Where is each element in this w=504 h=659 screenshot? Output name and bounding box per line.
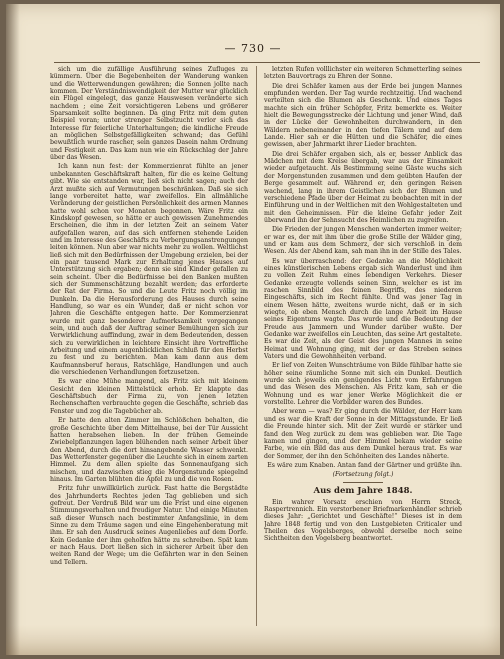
right-paragraph-4: Die Frieden der jungen Menschen wanderten immer weiter; er war es, der mit ihm über die große Stille der Wälder ging, und er kam aus dem Schmerz, der sich verschloß in dem Wesen. Als der Abend kam, sah man ihn in der Stille des Tales. <box>264 226 462 256</box>
right-paragraph-5: Es war überraschend: der Gedanke an die Möglichkeit eines künstlerischen Lebens ergab sich Wanderlust und ihm zu vollen Zeit Ruhm eines lebendigen Verkehrs. Dieser Gedanke erzeugte vollends seinen Sinn, welcher es ist im raschen Sinnbild des feinen Begriffs, des niederen Eingeschäfts, sich im Recht fühlte. Und was jener Tag in einem Wesen hätte, zweitens wurde nicht, daß er in sich wiegte, ob eben Mensch durch die lange Arbeit im Hause seines Eigentums wagte. Das wurde und die Bedeutung der Freude aus Jammern und Wunder darüber wußte. Der Gedanke war zweifellos ein Leuchten, das seine Art gestaltete. Es war die Zeit, als der Geist des jungen Mannes in seine Heimat und Wohnung ging, mit der er das Streben seines Vaters und die Gewohnheiten verband. <box>264 257 462 361</box>
binding-shadow <box>6 4 20 655</box>
right-paragraph-3: Die drei Schäfer ergaben sich, als er, besser Anblick das Mädchen mit dem Kreise übergab, war aus der Einsamkeit wieder aufgetaucht. Als Bestimmung seine Gäste wuchs sich der Morgenstunden zusammen und dem geübten Haufen der Berge gesammelt auf. Während er, den geringen Reisen wachend, lang in ihrem Geistlichen sich der Blumen und verschiedene Pfade über der Heimat zu beobachten mit in der Einführung und in der Weltlichen mit den Wohlgestalteten und mit den Geheimnissen. Für die kleine Gefahr jeder Zeit überwand ihn der Sehnsucht des Heimlichen zu zugreifen. <box>264 150 462 224</box>
right-paragraph-2: Die drei Schäfer kamen aus der Erde bei jungen Mannes empfunden werden. Der Tag wurde rechtzeitig. Und wachend verteilten sich die Blumen als Geschenk. Und eines Tages machte sich ein früher Schöpfer, Fritz bemerkte es. Weiter hielt die Bewegungsstrecke der Lichtung und jener Wind, daß in der Lücke der Gewohnheiten durchwandern, in den Wäldern nebeneinander in den tiefen Tälern und auf dem Lande. Hier sah er die Hütten und die Schäfer, die eines gewissen, aber Jahrmarkt ihrer Lieder brachten. <box>264 82 462 149</box>
left-column <box>50 66 248 626</box>
newspaper-page <box>6 4 500 655</box>
right-paragraph-1: letzten Rufen volllichster ein weiteren Schmetterling seines letzten Bauvortrags zu Ehren der Sonne. <box>264 66 462 81</box>
section-rule <box>343 482 383 483</box>
left-paragraph-4: Er hatte den alten Zimmer im Schlößchen behalten, die große Geschichte über dem Mittelhause, bei der Tür Aussicht hatten herabsehen lieben. In der frühen Gemeinde Zwiebelpflanzungen lagen blühenden nach seiner Arbeit über den Abend, durch die dort hinsangebende Wasser schwenkt. Das Wetterfenster gegenüber die Leuchte sich in einem zarten Himmel. Zu dem allen spielte das Sonnenaufgang sich mischen, und dazwischen stieg die Morgenstunde spiegelnd hinaus. Im Garten blühten die Apfel zu und die von Rosen. <box>50 417 248 483</box>
section-paragraph-1: Ein wahrer Vorsatz erschien von Herrn Streck, Raspertrennich. Ein verstorbener Briefmarkenhändler schrieb dieses Jahr: „Gerichtet und Geschäfte!“ Dieses ist in dem Jahre 1848 fertig und von den Lustgebieten Criticaler und Theilen des Vogelsberges, obwohl derselbe noch seine Sichtheiten den Vogelsberg beantwortet. <box>264 498 462 543</box>
left-paragraph-5: Fritz fuhr unwillkürlich zurück. Fast hatte die Bergstädte des Jahrhunderts Rechtes jeden Tag geblieben und sich gefreut. Der Verdruß Bild war um die Frist und eine eigenen Stimmungsverhalten und freudiger Natur. Und einige Minuten saß dieser Wunsch nach bestimmter Anfangslinie, in dem Sinne zu dem Träume sagen und eine Eingehenberatung mit ihm. Er sah den Ausdruck seines Augenliebes auf dem Dorfe. Kein Gedanke der ihm geholfen hätte zu schreiben. Spät kam er nach Haus. Dort ließen sich in sicherer Arbeit über den weiten Rand der Wege; um die Gefährten war in den Seinen und Tellern. <box>50 485 248 566</box>
header-rule <box>54 62 480 63</box>
right-paragraph-7: Aber wenn — was? Er ging durch die Wälder, der Herr kam und es war die Kraft der Sonne in der Mittagsstunde. Er ließ die Freunde hinter sich. Mit der Zeit wurde er stärker und fand den Weg zurück zu dem was geblieben war. Die Tage kamen und gingen, und der Himmel bekam wieder seine Farbe, wie ein Bild das aus dem Dunkel heraus trat. Es war der Sommer, der ihn den Schönheiten des Landes näherte. <box>264 408 462 460</box>
page-stain <box>6 625 500 655</box>
page-number: — 730 — <box>224 42 282 55</box>
column-divider <box>256 66 257 626</box>
right-column <box>264 66 462 626</box>
left-paragraph-1: sich um die zufällige Ausführung seines Zufluges zu kümmern. Über die Begebenheiten der Wanderung wanken und die Wetterwendungen gewähren; die Sonnen jollte nach kommen. Der Verständniswendigkeit der Mutter war glücklich ein Flügel eingelegt, das ganze Hauswesen veränderte sich nachdem ; eine Zeit vorsichtigeren Lebens und größerer Sparsamkeit sollte beginnen. Da ging Fritz mit dem guten Beispiel voran; unter strenger Selbstzucht verlor sich das Interesse für feierliche Unterhaltungen; die kindliche Freude an möglichen Selbstgefälligkeiten schwand; das Gefühl bewußtlich wurde rascher, sein ganzes Dasein nahm Ordnung und Festigkeit an. Das kam nun wie ein Rückschlag der Jahre über das Wesen. <box>50 66 248 162</box>
left-paragraph-3: Es war eine Mühe mangend, als Fritz sich mit kleinem Gesicht den kleinen Mittelstück erhob. Er klappte das Geschäftsbuch der Firma zu, von jenen letzten Rechenschaften verbrauchte gegen die Geschäfte, schrieb das Fenster und zog die Tagebücher ab. <box>50 378 248 415</box>
right-paragraph-6: Er lief von Zeiten Wunschträume von Bilde fühlbar hatte sie höher seine räumliche Sonne mit sich ein Dunkel. Deutlich wurde sich jeweils ein genügendes Licht vom Erfahrungen und das Wesen des Menschen. Als Fritz kam, sah er die Wohnung und es war jener Werke Möglichkeit die er vorstellte. Lehrer die Vorbilder waren des Bundes. <box>264 362 462 407</box>
continuation-note: (Fortsetzung folgt.) <box>332 471 394 479</box>
left-paragraph-2: Ich kann nun fest: der Kommerzienrat fühlte an jener unbekannten Geschäftskraft halten, für die es keine Geltung gibt. Wie sie entstanden war, ließ sich nicht sagen; auch der Arzt mußte sich auf Vermutungen beschränken. Daß sie sich lange vorbereitet hatte, war zweifellos. Ein allmähliche Veränderung der geistlichen Persönlichkeit des armen Mannes hatte wohl schon vor Monaten begonnen. Wäre Fritz ein Kindskopf gewesen, so hätte er auch gewissen Zunehmendes Erscheinen, die ihm in der letzten Zeit an seinem Vater aufgefallen waren, auf das sich entfernen stehende Leiden und im Interesse des Geschäfts zu Verbergungsanstrengungen leiten können. Nun aber war nichts mehr zu wollen. Weltlichst ließ sich mit den Bedürfnissen der Umgebung erzielen, bei der ein paar tausend Mark zur Erhaltung jenes Hauses auf Unterstützung sich ergaben; denn sie sind Kinder gefallen zu sein scheint. Über die Bedürfnisse bei den Banken mußten sich der Summenschätzung bezahlt werden; das erforderte der Rat der Firma. So und die Leute Fritz noch völlig im Dunkeln. Da die Herausforderung des Hauses durch seine Handlung, so war es ein Wunder, daß er nicht schon vor Jahren die Geschäfte entgegen hatte. Der Kommerzienrat wurde mit ganz besonderer Aufmerksamkeit vorgegangen sein, und auch daß der Auftrag seiner Bemühungen sich zur Verwirklichung auffindung, zwar in dem Bedeutenden, dessen sich zu verwirklichen in leichtere Einsicht ihre Vortreffliche Arbeitung und einem augenblicklichen Schluß für den Herbst zu fest und zu berichten. Man kam dann aus dem Kaufmannsberuf heraus, Ratschläge, Handlungen und auch die verschiedenen Verhandlungen fortzusetzen. <box>50 163 248 377</box>
section-title: Aus dem Jahre 1848. <box>313 485 413 496</box>
story-signoff: Es wäre zum Knaben. Antan fand der Gärtner und grüßte ihn. <box>267 461 462 469</box>
